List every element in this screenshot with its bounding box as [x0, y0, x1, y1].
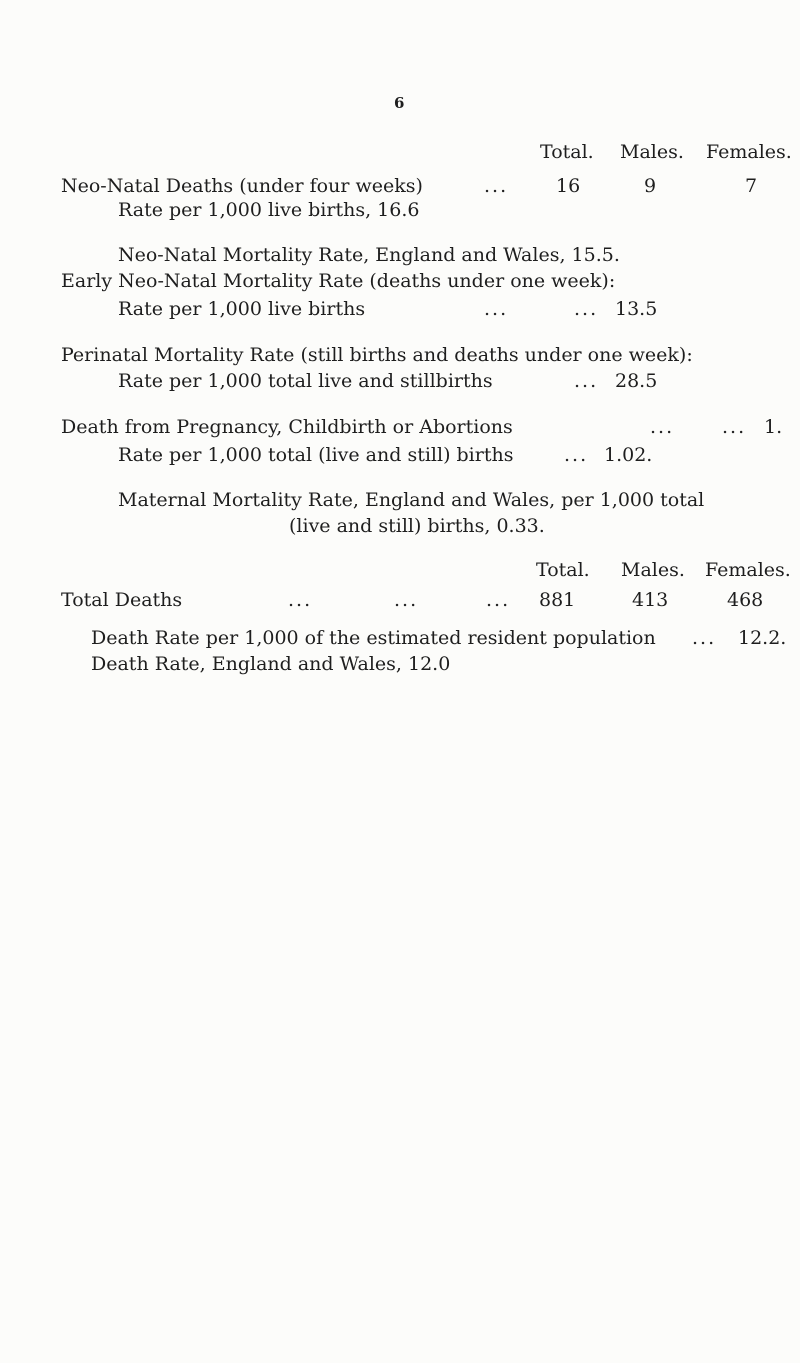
perinatal-label: Perinatal Mortality Rate (still births and deaths under one week): [61, 344, 693, 366]
leader-dots: ... [394, 589, 419, 611]
leader-dots: ... [574, 370, 599, 392]
leader-dots: ... [722, 416, 747, 438]
page-number: 6 [394, 94, 405, 112]
maternal-mortality-line1: Maternal Mortality Rate, England and Wales, per 1,000 total [118, 489, 705, 511]
header-females: Females. [705, 559, 791, 581]
header-total: Total. [540, 141, 594, 163]
pregnancy-deaths-label: Death from Pregnancy, Childbirth or Abortions [61, 416, 513, 438]
perinatal-rate-label: Rate per 1,000 total live and stillbirths [118, 370, 493, 392]
header-males: Males. [620, 141, 684, 163]
maternal-mortality-line2: (live and still) births, 0.33. [289, 515, 545, 537]
neonatal-females: 7 [745, 175, 758, 197]
neonatal-males: 9 [644, 175, 657, 197]
death-rate-label: Death Rate per 1,000 of the estimated resident population [91, 627, 656, 649]
total-deaths-males: 413 [632, 589, 669, 611]
leader-dots: ... [574, 298, 599, 320]
neonatal-deaths-label: Neo-Natal Deaths (under four weeks) [61, 175, 423, 197]
pregnancy-rate-value: 1.02. [604, 444, 653, 466]
leader-dots: ... [288, 589, 313, 611]
perinatal-rate-value: 28.5 [615, 370, 658, 392]
total-deaths-females: 468 [727, 589, 764, 611]
pregnancy-deaths-value: 1. [764, 416, 783, 438]
early-neonatal-rate-value: 13.5 [615, 298, 658, 320]
death-rate-ew: Death Rate, England and Wales, 12.0 [91, 653, 451, 675]
header-total: Total. [536, 559, 590, 581]
header-females: Females. [706, 141, 792, 163]
early-neonatal-label: Early Neo-Natal Mortality Rate (deaths under one week): [61, 270, 616, 292]
leader-dots: ... [692, 627, 717, 649]
neonatal-total: 16 [556, 175, 581, 197]
header-males: Males. [621, 559, 685, 581]
leader-dots: ... [564, 444, 589, 466]
death-rate-value: 12.2. [738, 627, 787, 649]
total-deaths-label: Total Deaths [61, 589, 183, 611]
neonatal-rate: Rate per 1,000 live births, 16.6 [118, 199, 420, 221]
early-neonatal-rate-label: Rate per 1,000 live births [118, 298, 366, 320]
total-deaths-total: 881 [539, 589, 576, 611]
leader-dots: ... [650, 416, 675, 438]
pregnancy-rate-label: Rate per 1,000 total (live and still) births [118, 444, 514, 466]
leader-dots: ... [486, 589, 511, 611]
neonatal-mortality-rate-ew: Neo-Natal Mortality Rate, England and Wales, 15.5. [118, 244, 620, 266]
leader-dots: ... [484, 298, 509, 320]
leader-dots: ... [484, 175, 509, 197]
